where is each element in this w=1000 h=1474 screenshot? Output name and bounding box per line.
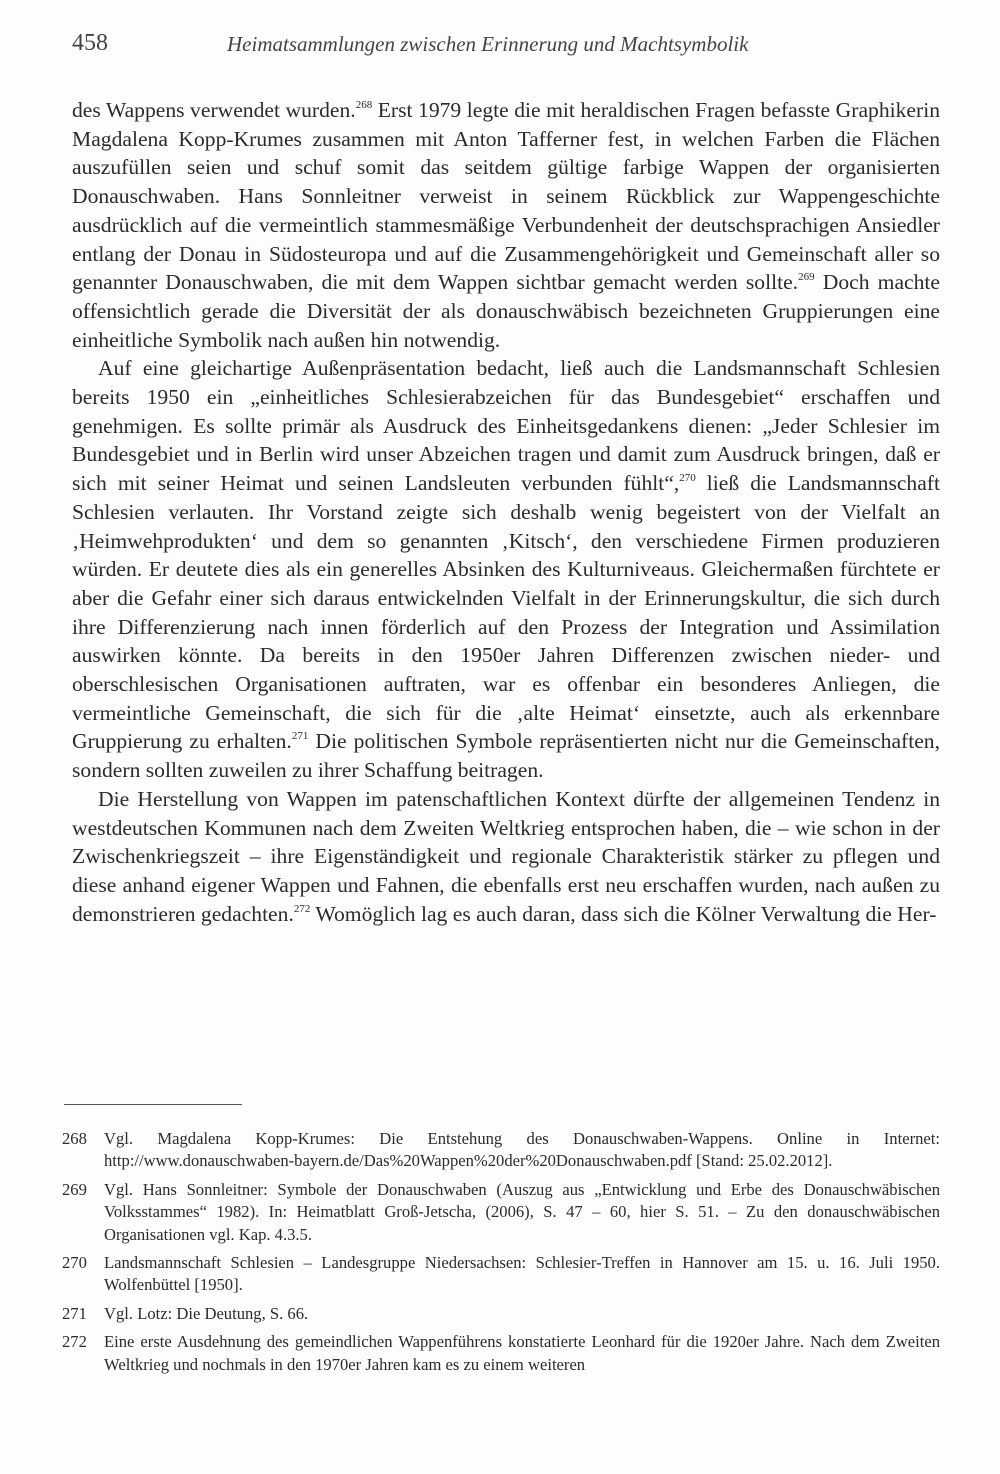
running-title: Heimatsammlungen zwischen Erinnerung und Machtsymbolik [227,32,749,56]
paragraph-text: ließ die Landsmannschaft Schlesien verlauten. Ihr Vorstand zeigte sich deshalb wenig begeistert von der Vielfalt an ‚Heimwehprodukten‘ und dem so genannten ‚Kitsch‘, den verschiedene Firmen produzieren würden. Er deutete dies als ein generelles Absinken des Kulturniveaus. Gleichermaßen fürchtete er aber die Gefahr einer sich daraus entwickelnden Vielfalt in der Erinnerungskultur, die sich durch ihre Differenzierung nach innen förderlich auf den Prozess der Integration und Assimilation auswirken könnte. Da bereits in den 1950er Jahren Differenzen zwischen nieder- und oberschlesischen Organisationen auftraten, war es offenbar ein besonderes Anliegen, die vermeintliche Gemeinschaft, die sich für die ‚alte Heimat‘ einsetzte, auch als erkennbare Gruppierung zu erhalten. [72,471,940,754]
footnote-text: Vgl. Lotz: Die Deutung, S. 66. [104,1303,309,1323]
footnote-ref[interactable]: 270 [679,472,696,485]
page-number: 458 [72,30,108,56]
footnote-item [62,1179,940,1246]
footnote-text: Vgl. Hans Sonnleitner: Symbole der Donauschwaben (Auszug aus „Entwicklung und Erbe des Donauschwäbischen Volksstammes“ 1982). In: Heimatblatt Groß-Jetscha, (2006), S. 47 – 60, hier S. 51. – Zu den donauschwäbischen Organisationen vgl. Kap. 4.3.5. [104,1179,940,1244]
footnote-number: 268 [62,1129,87,1148]
footnote-ref[interactable]: 271 [291,730,309,743]
footnotes [62,1128,940,1382]
paragraph-text: Die politischen Symbole repräsentierten nicht nur die Gemeinschaften, sondern sollten zuweilen zu ihrer Schaffung beitragen. [72,729,940,783]
footnote-text: Eine erste Ausdehnung des gemeindlichen Wappenführens konstatierte Leonhard für die 1920er Jahre. Nach dem Zweiten Weltkrieg und nochmals in den 1970er Jahren kam es zu einem weiteren [104,1332,940,1374]
footnote-ref[interactable]: 272 [293,902,311,915]
body-text [72,96,940,928]
paragraph [72,785,940,929]
paragraph-text: Doch machte offensichtlich gerade die Diversität der als donauschwäbisch bezeichneten Gruppierungen eine einheitliche Symbolik nach außen hin notwendig. [72,270,940,352]
paragraph [72,354,940,785]
paragraph-text: Die Herstellung von Wappen im patenschaftlichen Kontext dürfte der allgemeinen Tendenz in westdeutschen Kommunen nach dem Zweiten Weltkrieg entsprochen haben, die – wie schon in der Zwischenkriegszeit – ihre Eigenständigkeit und regionale Charakteristik stärker zu pflegen und diese anhand eigener Wappen und Fahnen, die ebenfalls erst neu erschaffen wurden, nach außen zu demonstrieren gedachten. [72,786,940,926]
paragraph-text: Auf eine gleichartige Außenpräsentation bedacht, ließ auch die Landsmannschaft Schlesien bereits 1950 ein „einheitliches Schlesierabzeichen für das Bundesgebiet“ erschaffen und genehmigen. Es sollte primär als Ausdruck des Einheitsgedankens dienen: „Jeder Schlesier im Bundesgebiet und in Berlin wird unser Abzeichen tragen und damit zum Ausdruck bringen, daß er sich mit seiner Heimat und seinen Landsleuten verbunden fühlt“, [72,356,940,496]
paragraph-text: des Wappens verwendet wurden. [72,98,356,122]
footnote-number: 270 [62,1253,87,1273]
footnote-number: 272 [62,1332,87,1352]
footnote-number: 271 [62,1303,87,1323]
footnote-text: Vgl. Magdalena Kopp-Krumes: Die Entstehung des Donauschwaben-Wappens. Online in Internet: http://www.donauschwaben-bayern.de/Das%20Wappen%20der%20Donauschwaben.pdf [Stand: 25.02.2012]. [104,1129,940,1171]
paragraph-text: Erst 1979 legte die mit heraldischen Fragen befasste Graphikerin Magdalena Kopp-Krumes zusammen mit Anton Tafferner fest, in welchen Farben die Flächen auszufüllen seien und schuf somit das seitdem gültige farbige Wappen der organisierten Donauschwaben. Hans Sonnleitner verweist in seinem Rückblick zur Wappengeschichte ausdrücklich auf die vermeintlich stammesmäßige Verbundenheit der deutschsprachigen Ansiedler entlang der Donau in Südosteuropa und auf die Zusammengehörigkeit und Gemeinschaft aller so genannter Donauschwaben, die mit dem Wappen sichtbar gemacht werden sollte. [72,98,940,295]
paragraph-text: Womöglich lag es auch daran, dass sich die Kölner Verwaltung die Her- [310,901,937,926]
footnote-item [62,1252,940,1297]
footnote-number: 269 [62,1179,87,1199]
footnote-item [62,1331,940,1376]
footnote-text: Landsmannschaft Schlesien – Landesgruppe Niedersachsen: Schlesier-Treffen in Hannover am 15. u. 16. Juli 1950. Wolfenbüttel [1950]. [104,1253,940,1295]
footnote-ref[interactable]: 269 [798,271,815,284]
paragraph [72,96,940,354]
footnote-item [62,1128,940,1173]
page-header [72,30,932,64]
footnote-separator [64,1104,242,1105]
footnote-ref[interactable]: 268 [355,99,373,111]
footnote-item [62,1303,940,1325]
